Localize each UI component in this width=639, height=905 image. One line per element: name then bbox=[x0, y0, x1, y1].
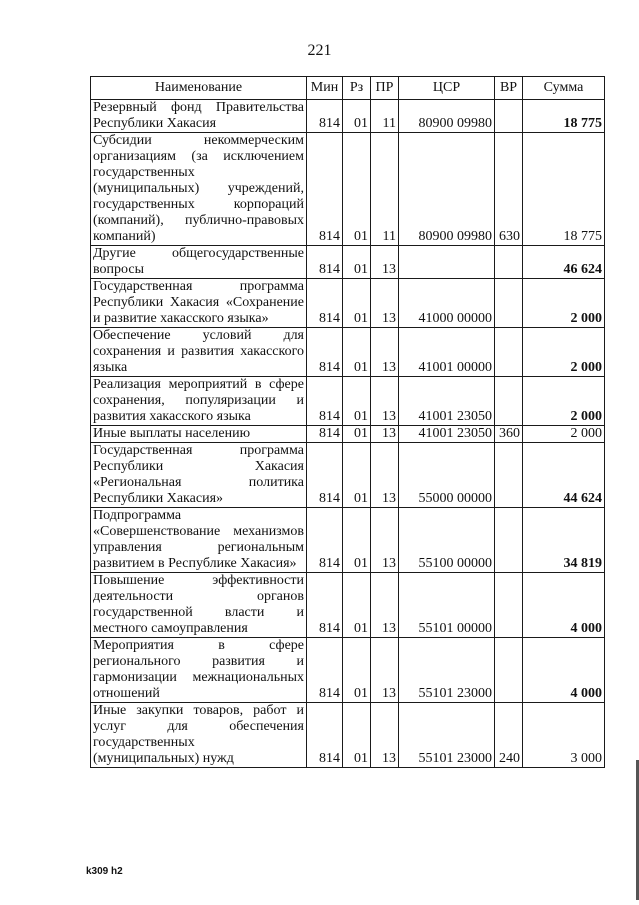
cell-vr bbox=[495, 638, 523, 703]
cell-sum: 3 000 bbox=[523, 703, 605, 768]
table-body bbox=[91, 100, 605, 768]
cell-pr: 13 bbox=[371, 443, 399, 508]
cell-pr: 13 bbox=[371, 638, 399, 703]
table-row bbox=[91, 703, 605, 768]
cell-pr: 11 bbox=[371, 100, 399, 133]
cell-pr: 13 bbox=[371, 703, 399, 768]
table-row bbox=[91, 573, 605, 638]
cell-pr: 13 bbox=[371, 508, 399, 573]
cell-name: Обеспечение условий для сохранения и развития хакасского языка bbox=[91, 328, 307, 377]
table-row bbox=[91, 133, 605, 246]
table-row bbox=[91, 638, 605, 703]
cell-sum: 4 000 bbox=[523, 573, 605, 638]
cell-csr bbox=[399, 246, 495, 279]
table-row bbox=[91, 508, 605, 573]
cell-name: Иные выплаты населению bbox=[91, 426, 307, 443]
cell-min: 814 bbox=[307, 573, 343, 638]
cell-min: 814 bbox=[307, 443, 343, 508]
cell-name: Субсидии некоммерческим организациям (за исключением государственных (муниципальных) учреждений, государственных корпораций (компаний), публично-правовых компаний) bbox=[91, 133, 307, 246]
cell-csr: 41000 00000 bbox=[399, 279, 495, 328]
cell-sum: 2 000 bbox=[523, 377, 605, 426]
cell-rz: 01 bbox=[343, 443, 371, 508]
cell-name: Повышение эффективности деятельности органов государственной власти и местного самоуправления bbox=[91, 573, 307, 638]
cell-csr: 55101 23000 bbox=[399, 703, 495, 768]
cell-sum: 2 000 bbox=[523, 328, 605, 377]
cell-min: 814 bbox=[307, 703, 343, 768]
table-row bbox=[91, 426, 605, 443]
cell-name: Другие общегосударственные вопросы bbox=[91, 246, 307, 279]
cell-sum: 2 000 bbox=[523, 426, 605, 443]
cell-csr: 55101 23000 bbox=[399, 638, 495, 703]
cell-rz: 01 bbox=[343, 246, 371, 279]
cell-csr: 80900 09980 bbox=[399, 100, 495, 133]
cell-csr: 41001 23050 bbox=[399, 377, 495, 426]
page-number: 221 bbox=[307, 42, 332, 59]
table-row bbox=[91, 100, 605, 133]
cell-rz: 01 bbox=[343, 426, 371, 443]
cell-rz: 01 bbox=[343, 377, 371, 426]
cell-vr bbox=[495, 573, 523, 638]
header-pr: ПР bbox=[371, 77, 399, 100]
table-row bbox=[91, 246, 605, 279]
header-vr: ВР bbox=[495, 77, 523, 100]
cell-min: 814 bbox=[307, 426, 343, 443]
cell-sum: 34 819 bbox=[523, 508, 605, 573]
cell-rz: 01 bbox=[343, 279, 371, 328]
header-name: Наименование bbox=[91, 77, 307, 100]
cell-vr bbox=[495, 100, 523, 133]
cell-name: Государственная программа Республики Хакасия «Региональная политика Республики Хакасия» bbox=[91, 443, 307, 508]
table-row bbox=[91, 443, 605, 508]
cell-csr: 41001 00000 bbox=[399, 328, 495, 377]
table-row bbox=[91, 377, 605, 426]
cell-pr: 13 bbox=[371, 377, 399, 426]
cell-name: Мероприятия в сфере регионального развития и гармонизации межнациональных отношений bbox=[91, 638, 307, 703]
cell-rz: 01 bbox=[343, 703, 371, 768]
cell-rz: 01 bbox=[343, 638, 371, 703]
cell-vr bbox=[495, 328, 523, 377]
cell-name: Резервный фонд Правительства Республики Хакасия bbox=[91, 100, 307, 133]
cell-name: Реализация мероприятий в сфере сохранения, популяризации и развития хакасского языка bbox=[91, 377, 307, 426]
cell-pr: 11 bbox=[371, 133, 399, 246]
cell-min: 814 bbox=[307, 133, 343, 246]
table-row bbox=[91, 328, 605, 377]
cell-csr: 55101 00000 bbox=[399, 573, 495, 638]
header-sum: Сумма bbox=[523, 77, 605, 100]
cell-name: Подпрограмма «Совершенствование механизмов управления региональным развитием в Республике Хакасия» bbox=[91, 508, 307, 573]
cell-vr bbox=[495, 377, 523, 426]
cell-vr bbox=[495, 246, 523, 279]
cell-min: 814 bbox=[307, 638, 343, 703]
cell-min: 814 bbox=[307, 377, 343, 426]
cell-pr: 13 bbox=[371, 426, 399, 443]
cell-pr: 13 bbox=[371, 328, 399, 377]
cell-sum: 4 000 bbox=[523, 638, 605, 703]
cell-csr: 41001 23050 bbox=[399, 426, 495, 443]
cell-name: Государственная программа Республики Хакасия «Сохранение и развитие хакасского языка» bbox=[91, 279, 307, 328]
header-min: Мин bbox=[307, 77, 343, 100]
cell-sum: 44 624 bbox=[523, 443, 605, 508]
cell-sum: 2 000 bbox=[523, 279, 605, 328]
cell-sum: 18 775 bbox=[523, 133, 605, 246]
cell-min: 814 bbox=[307, 328, 343, 377]
cell-vr: 240 bbox=[495, 703, 523, 768]
cell-vr: 630 bbox=[495, 133, 523, 246]
header-rz: Рз bbox=[343, 77, 371, 100]
cell-min: 814 bbox=[307, 508, 343, 573]
cell-min: 814 bbox=[307, 246, 343, 279]
cell-sum: 46 624 bbox=[523, 246, 605, 279]
cell-sum: 18 775 bbox=[523, 100, 605, 133]
cell-vr bbox=[495, 443, 523, 508]
cell-min: 814 bbox=[307, 100, 343, 133]
cell-pr: 13 bbox=[371, 279, 399, 328]
cell-min: 814 bbox=[307, 279, 343, 328]
table-row bbox=[91, 279, 605, 328]
budget-table bbox=[90, 76, 605, 768]
cell-rz: 01 bbox=[343, 573, 371, 638]
header-csr: ЦСР bbox=[399, 77, 495, 100]
cell-pr: 13 bbox=[371, 573, 399, 638]
cell-rz: 01 bbox=[343, 133, 371, 246]
cell-name: Иные закупки товаров, работ и услуг для обеспечения государственных (муниципальных) нужд bbox=[91, 703, 307, 768]
cell-csr: 55100 00000 bbox=[399, 508, 495, 573]
cell-rz: 01 bbox=[343, 100, 371, 133]
cell-csr: 80900 09980 bbox=[399, 133, 495, 246]
cell-vr: 360 bbox=[495, 426, 523, 443]
table-header-row bbox=[91, 77, 605, 100]
cell-rz: 01 bbox=[343, 508, 371, 573]
cell-csr: 55000 00000 bbox=[399, 443, 495, 508]
cell-rz: 01 bbox=[343, 328, 371, 377]
footer-code: k309 h2 bbox=[86, 866, 123, 877]
cell-vr bbox=[495, 508, 523, 573]
cell-vr bbox=[495, 279, 523, 328]
cell-pr: 13 bbox=[371, 246, 399, 279]
